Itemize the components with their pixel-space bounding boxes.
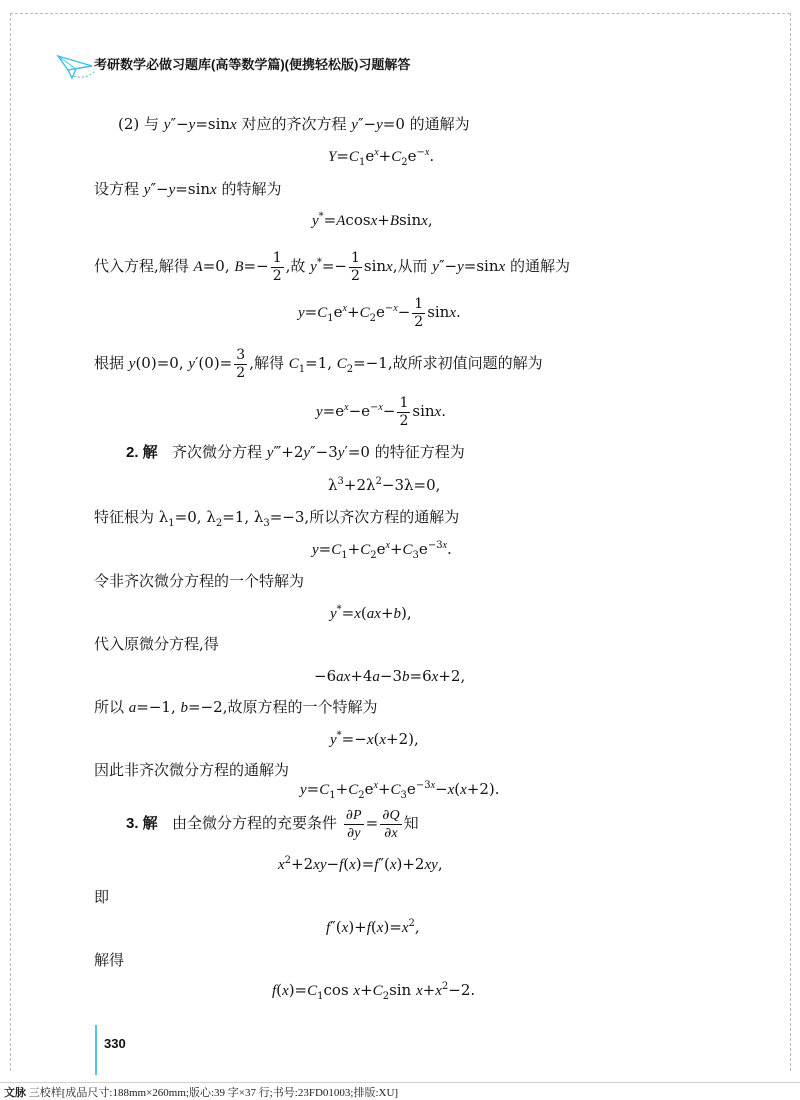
text-line: 即 bbox=[94, 888, 110, 906]
text-line: 所以 a=−1, b=−2,故原方程的一个特解为 bbox=[94, 698, 378, 716]
formula: $y=e^x-e^{-x}-$ $\frac{1}{2}$ sinx. bbox=[316, 394, 446, 429]
page-number-bar bbox=[95, 1025, 97, 1075]
formula: $y=C_1+C_2e^x+C_3e^{-3x}$. bbox=[312, 540, 452, 561]
formula: $\lambda^3+2\lambda^2-3\lambda=0$, bbox=[328, 476, 441, 494]
solution-3-label: 3. 解 bbox=[126, 815, 158, 832]
text-line: 解得 bbox=[94, 951, 125, 969]
text-line: (2) 与 y″−y=sinx 对应的齐次方程 y″−y=0 的通解为 bbox=[118, 115, 470, 133]
page-number: 330 bbox=[104, 1036, 126, 1051]
text-line: 因此非齐次微分方程的通解为 bbox=[94, 761, 290, 779]
text-line: 令非齐次微分方程的一个特解为 bbox=[94, 572, 305, 590]
formula: y*=Acosx+Bsinx, bbox=[312, 211, 433, 229]
formula: $x^2+2xy-f(x)=f''(x)+2xy$, bbox=[278, 855, 443, 873]
formula: $f(x)=C_1\cos$ $x+C_2\sin$ $x+x^2-2$. bbox=[272, 981, 476, 1002]
footer-info: 三校样[成品尺寸:188mm×260mm;版心:39 字×37 行;书号:23FD01003;排版:XU] bbox=[28, 1087, 399, 1099]
page-frame-top bbox=[10, 13, 790, 14]
text-line: 特征根为 $\lambda_1=0$, $\lambda_2=1$, $\lambda_3=-3$,所以齐次方程的通解为 bbox=[94, 508, 460, 529]
text-line: 3. 解 由全微分方程的充要条件 $\frac{\partial P}{\partial y}$ = $\frac{\partial Q}{\partial x}$ 知 bbox=[126, 806, 419, 841]
text-line: 根据 y(0)=0, y′(0)= $\frac{3}{2}$ ,解得 $C_1=1$, $C_2=-1$,故所求初值问题的解为 bbox=[94, 346, 543, 381]
formula: y*=−x(x+2), bbox=[330, 730, 419, 748]
formula: $f''(x)+f(x)=x^2$, bbox=[326, 918, 420, 936]
page-frame-right bbox=[790, 13, 791, 1071]
header-title: 考研数学必做习题库(高等数学篇)(便携轻松版)习题解答 bbox=[94, 57, 411, 72]
formula: $Y=C_1e^x+C_2e^{-x}$. bbox=[328, 147, 435, 168]
paper-plane-icon bbox=[56, 50, 96, 82]
formula: $y=C_1e^x+C_2e^{-x}-$ $\frac{1}{2}$ sinx. bbox=[298, 295, 461, 330]
text-line: 代入原微分方程,得 bbox=[94, 635, 219, 653]
formula: $y=C_1+C_2e^x+C_3e^{-3x}-x(x+2)$. bbox=[300, 780, 500, 801]
text-line: 设方程 y″−y=sinx 的特解为 bbox=[94, 180, 282, 198]
text-line: 代入方程,解得 A=0, B=− $\frac{1}{2}$ ,故 y*=− $\frac{1}{2}$ sinx,从而 y″−y=sinx 的通解为 bbox=[94, 249, 570, 284]
page-frame-left bbox=[10, 13, 11, 1071]
formula: y*=x(ax+b), bbox=[330, 604, 412, 622]
text-line: 2. 解 齐次微分方程 y‴+2y″−3y′=0 的特征方程为 bbox=[126, 443, 465, 461]
footer-brand: 文脉 bbox=[4, 1087, 26, 1099]
solution-2-label: 2. 解 bbox=[126, 444, 158, 461]
footer-divider bbox=[0, 1082, 800, 1083]
formula: −6ax+4a−3b=6x+2, bbox=[314, 667, 466, 685]
